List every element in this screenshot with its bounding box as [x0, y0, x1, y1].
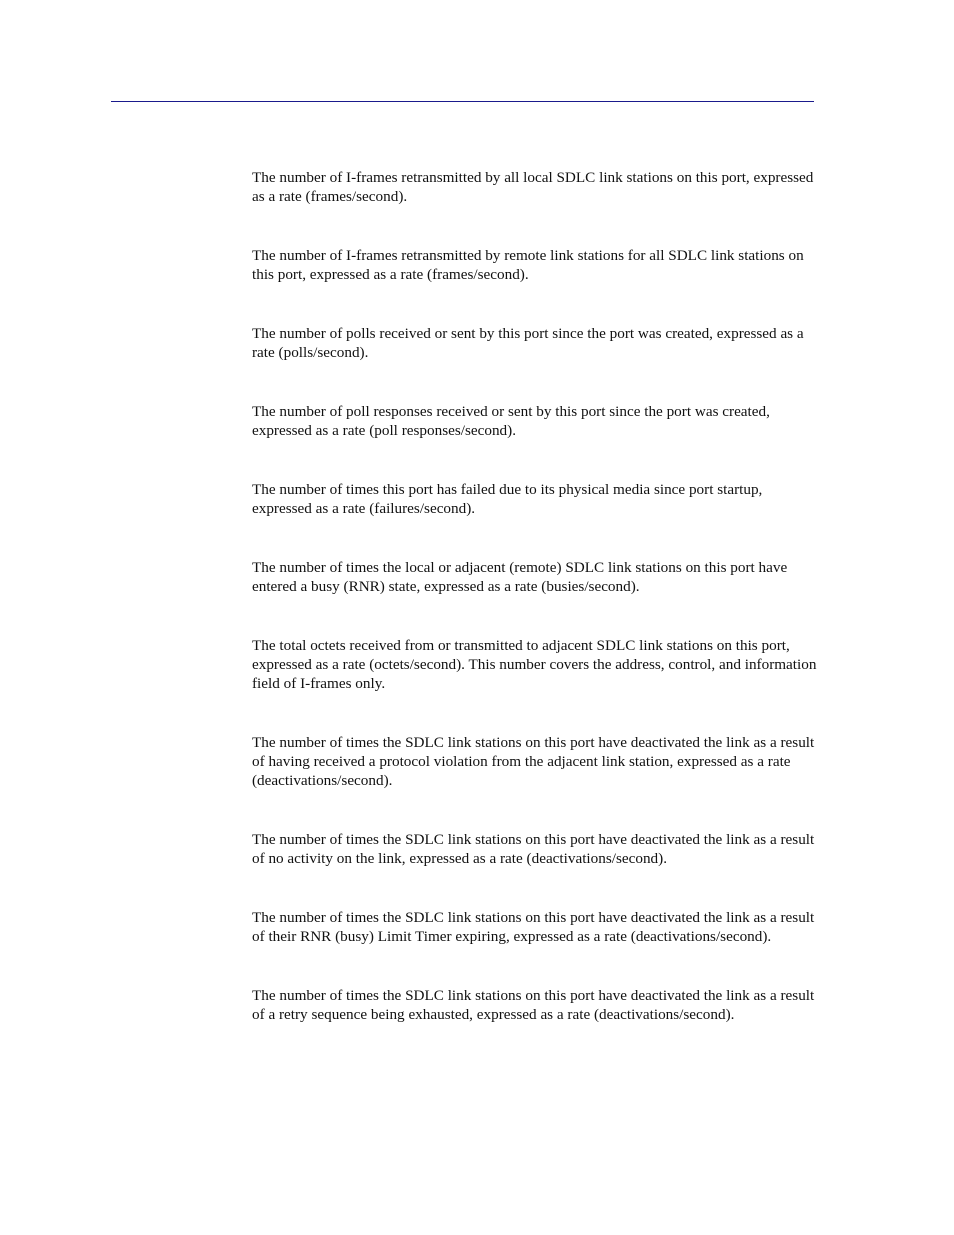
- description-busies: The number of times the local or adjacent (remote) SDLC link stations on this port have entered a busy (RNR) state, expressed as a rate (busies/second).: [252, 559, 788, 595]
- description-polls: The number of polls received or sent by this port since the port was created, expressed as a rate (polls/second).: [252, 325, 804, 361]
- header-rule: [111, 101, 814, 102]
- description-remote-retransmits: The number of I-frames retransmitted by remote link stations for all SDLC link stations on this port, expressed as a rate (frames/second).: [252, 247, 804, 283]
- description-octets: The total octets received from or transmitted to adjacent SDLC link stations on this port, expressed as a rate (octets/second). This number covers the address, control, and information field of I-frames only.: [252, 637, 817, 692]
- description-rnr-limit-deactivations: The number of times the SDLC link stations on this port have deactivated the link as a result of their RNR (busy) Limit Timer expiring, expressed as a rate (deactivations/second).: [252, 909, 815, 945]
- description-list: [252, 168, 818, 1024]
- description-retry-exhausted-deactivations: The number of times the SDLC link stations on this port have deactivated the link as a result of a retry sequence being exhausted, expressed as a rate (deactivations/second).: [252, 987, 815, 1023]
- description-media-failures: The number of times this port has failed due to its physical media since port startup, expressed as a rate (failures/second).: [252, 481, 763, 517]
- description-local-retransmits: The number of I-frames retransmitted by all local SDLC link stations on this port, expressed as a rate (frames/second).: [252, 169, 814, 205]
- description-protocol-violation-deactivations: The number of times the SDLC link stations on this port have deactivated the link as a result of having received a protocol violation from the adjacent link station, expressed as a rate (deactivations/second).: [252, 734, 815, 789]
- description-inactivity-deactivations: The number of times the SDLC link stations on this port have deactivated the link as a result of no activity on the link, expressed as a rate (deactivations/second).: [252, 831, 815, 867]
- description-poll-responses: The number of poll responses received or sent by this port since the port was created, expressed as a rate (poll responses/second).: [252, 403, 770, 439]
